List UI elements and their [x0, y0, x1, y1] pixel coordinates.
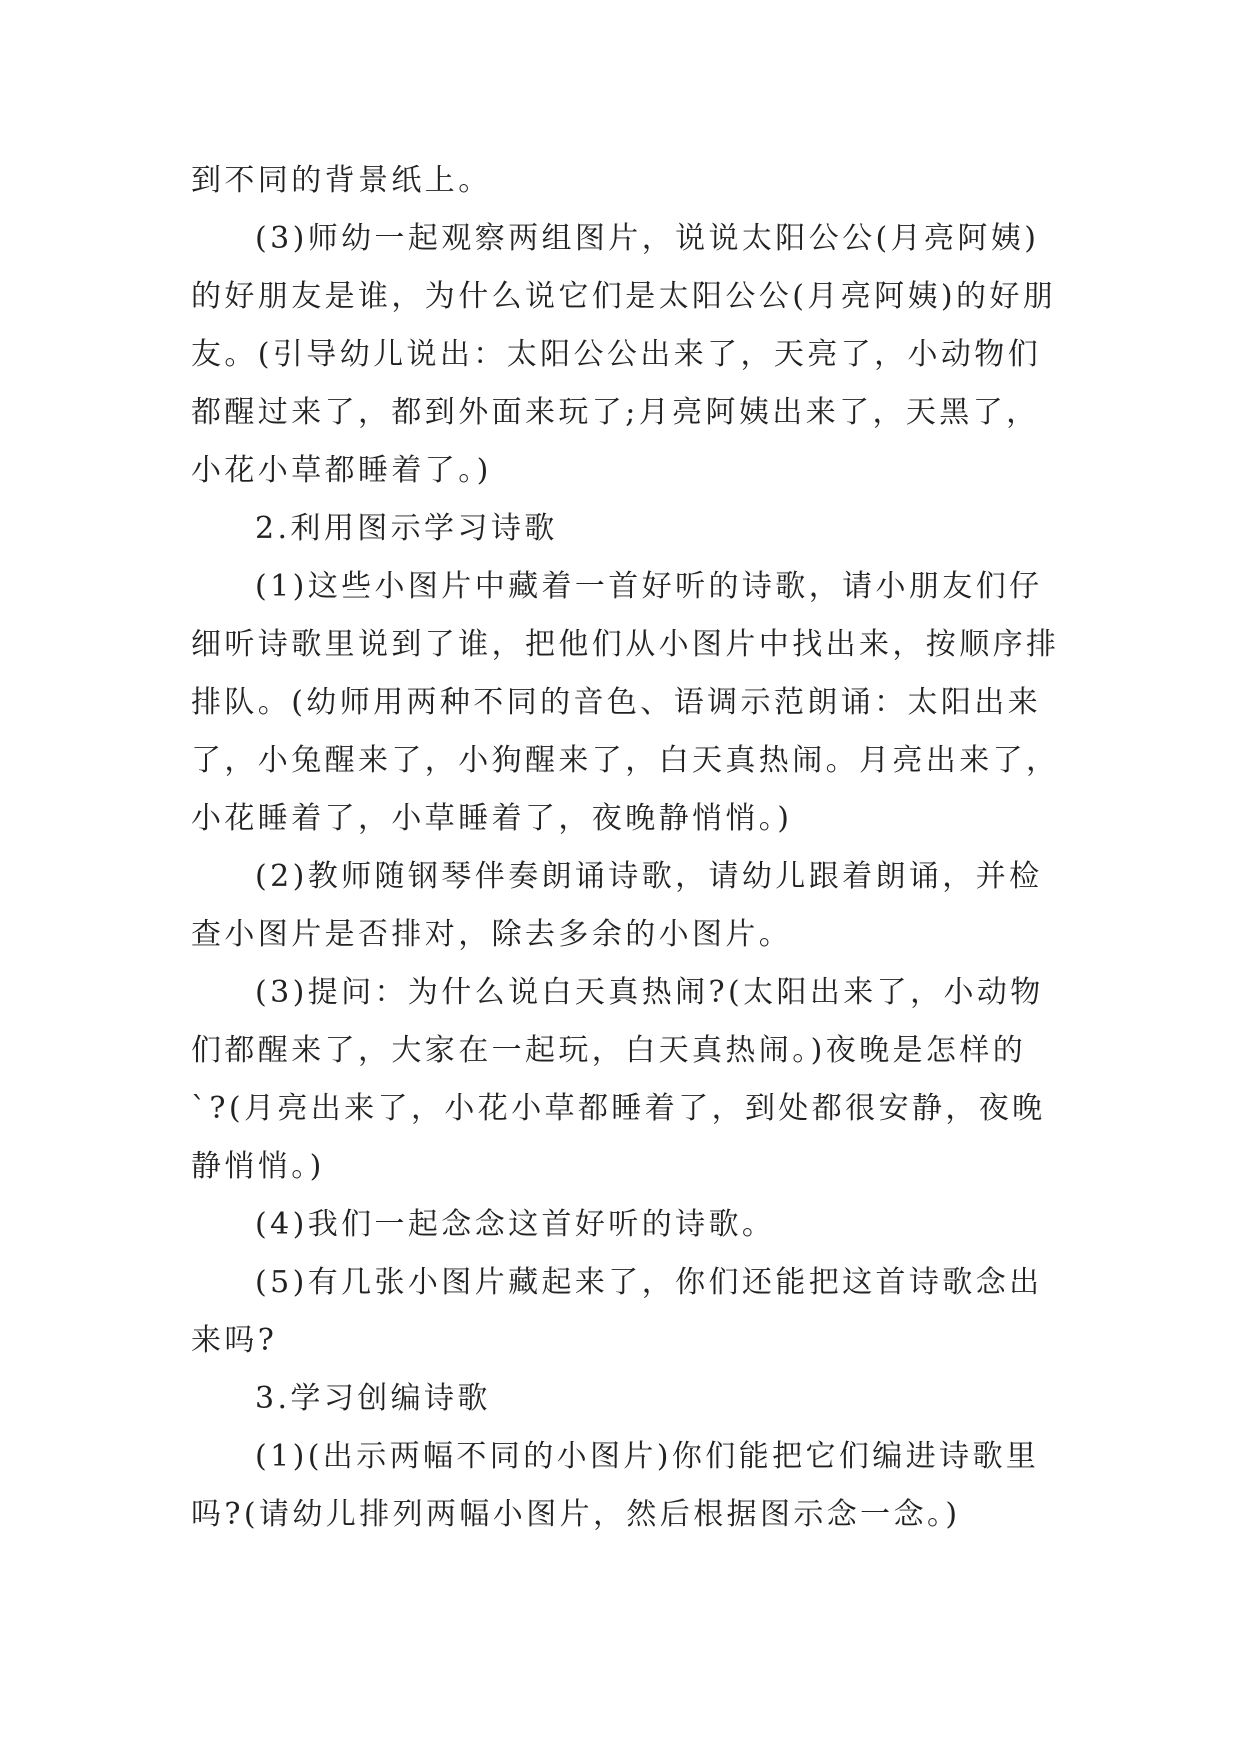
text-line: 小花小草都睡着了。): [191, 453, 492, 488]
text-line: (5)有几张小图片藏起来了，你们还能把这首诗歌念出: [255, 1265, 1043, 1300]
text-line: (3)师幼一起观察两组图片，说说太阳公公(月亮阿姨): [255, 221, 1040, 256]
section-heading: 3.学习创编诗歌: [255, 1381, 491, 1416]
text-line: 小花睡着了，小草睡着了，夜晚静悄悄。): [191, 801, 793, 836]
text-line: 的好朋友是谁，为什么说它们是太阳公公(月亮阿姨)的好朋: [191, 279, 1057, 314]
text-line: 查小图片是否排对，除去多余的小图片。: [191, 917, 793, 952]
document-body: [191, 152, 1060, 1544]
text-line: (4)我们一起念念这首好听的诗歌。: [255, 1207, 776, 1242]
text-line: (3)提问：为什么说白天真热闹?(太阳出来了，小动物: [255, 975, 1044, 1010]
text-line: 都醒过来了，都到外面来玩了;月亮阿姨出来了，天黑了，: [191, 395, 1040, 430]
text-line: 友。(引导幼儿说出：太阳公公出来了，天亮了，小动物们: [191, 337, 1042, 372]
text-line: 排队。(幼师用两种不同的音色、语调示范朗诵：太阳出来: [191, 685, 1042, 720]
text-line: 细听诗歌里说到了谁，把他们从小图片中找出来，按顺序排: [191, 627, 1060, 662]
text-line: (1)(出示两幅不同的小图片)你们能把它们编进诗歌里: [255, 1439, 1040, 1474]
text-line: 了，小兔醒来了，小狗醒来了，白天真热闹。月亮出来了，: [191, 743, 1060, 778]
text-line: 到不同的背景纸上。: [191, 163, 492, 198]
text-line: 来吗?: [191, 1323, 278, 1358]
text-line: (2)教师随钢琴伴奏朗诵诗歌，请幼儿跟着朗诵，并检: [255, 859, 1043, 894]
text-line: `?(月亮出来了，小花小草都睡着了，到处都很安静，夜晚: [191, 1091, 1046, 1126]
text-line: 静悄悄。): [191, 1149, 325, 1184]
section-heading: 2.利用图示学习诗歌: [255, 511, 558, 546]
text-line: 吗?(请幼儿排列两幅小图片，然后根据图示念一念。): [191, 1497, 961, 1532]
text-line: 们都醒来了，大家在一起玩，白天真热闹。)夜晚是怎样的: [191, 1033, 1027, 1068]
text-line: (1)这些小图片中藏着一首好听的诗歌，请小朋友们仔: [255, 569, 1043, 604]
